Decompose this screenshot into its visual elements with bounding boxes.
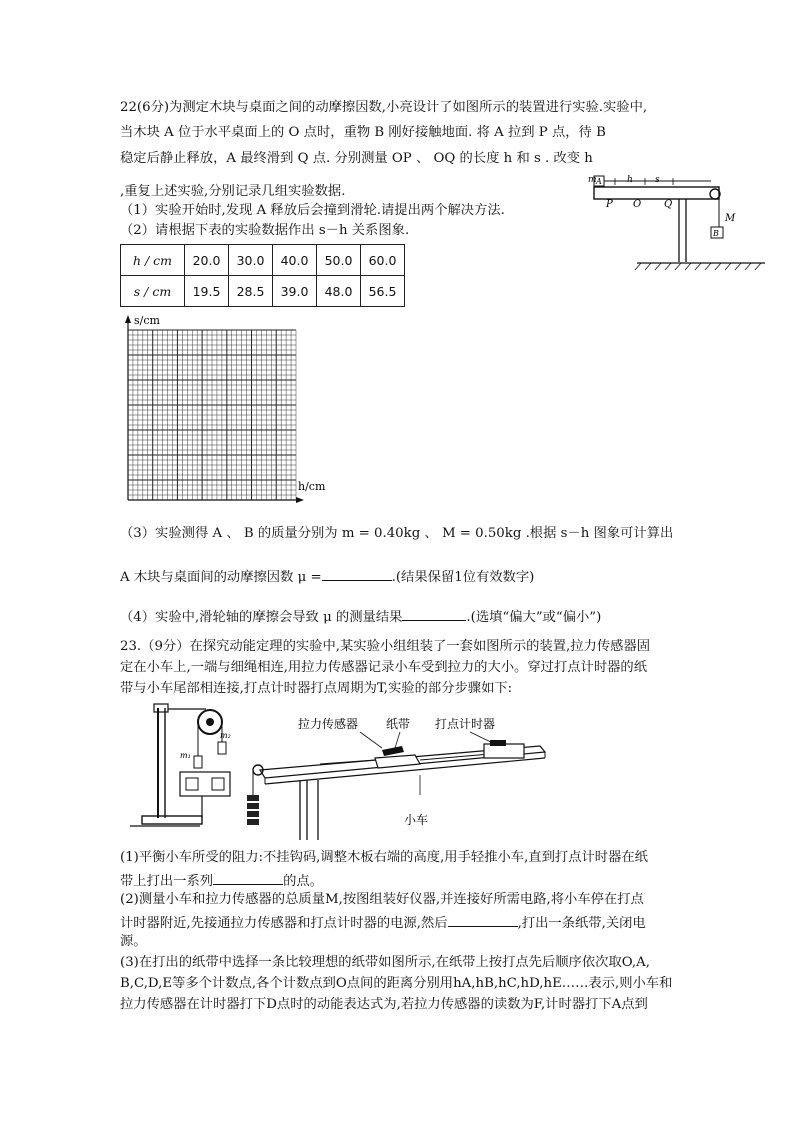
label-m: m (588, 175, 597, 185)
sub3b-prefix: A 木块与桌面间的动摩擦因数 μ = (120, 570, 322, 585)
table-cell: 50.0 (317, 245, 361, 276)
q23-s3a: (3)在打出的纸带中选择一条比较理想的纸带如图所示,在纸带上按打点先后顺序依次取O,A, (120, 955, 650, 970)
q22-line-3: 稳定后静止释放，A 最终滑到 Q 点. 分别测量 OP 、 OQ 的长度 h 和 s . 改变 h (120, 151, 593, 166)
q23-s3b: B,C,D,E等多个计数点,各个计数点到O点间的距离分别用hA,hB,hC,hD,hE……表示,则小车和 (120, 976, 673, 991)
s1b-suffix: 的点。 (283, 874, 323, 889)
label-h: h (627, 175, 633, 185)
s-h-graph (118, 312, 326, 508)
q22-sub1: （1）实验开始时,发现 A 释放后会撞到滑轮.请提出两个解决方法. (120, 203, 505, 218)
table-row-label: s / cm (121, 276, 185, 307)
table-cell: 28.5 (229, 276, 273, 307)
q23-s1b (120, 870, 323, 891)
label-timer: 打点计时器 (435, 717, 496, 731)
q23-s2c: 源。 (120, 934, 147, 949)
label-b: B (713, 229, 719, 238)
q22-line-4: ,重复上述实验,分别记录几组实验数据. (120, 184, 346, 199)
table-cell: 20.0 (185, 245, 229, 276)
cart-apparatus-figure (120, 700, 560, 850)
label-s: s (655, 175, 660, 185)
table-cell: 60.0 (361, 245, 405, 276)
label-a: A (596, 177, 602, 186)
table-cell: 48.0 (317, 276, 361, 307)
answer-blank-bias[interactable] (402, 606, 466, 621)
s2b-suffix: ,打出一条纸带,关闭电 (517, 916, 646, 931)
q23-line-3: 带与小车尾部相连接,打点计时器打点周期为T,实验的部分步骤如下: (120, 681, 513, 696)
label-m1: m₁ (180, 751, 191, 760)
table-cell: 39.0 (273, 276, 317, 307)
q23-line-1: 23.（9分）在探究动能定理的实验中,某实验小组组装了一套如图所示的装置,拉力传感器固 (120, 639, 651, 654)
q23-s3c: 拉力传感器在计时器打下D点时的动能表达式为,若拉力传感器的读数为F,计时器打下A点到 (120, 997, 648, 1012)
label-force-sensor: 拉力传感器 (298, 717, 359, 731)
answer-blank-release[interactable] (448, 912, 518, 927)
q22-sub4 (120, 606, 601, 627)
table-row (121, 276, 405, 307)
q23-line-2: 定在小车上,一端与细绳相连,用拉力传感器记录小车受到拉力的大小。穿过打点计时器的纸 (120, 660, 648, 675)
q22-line-2: 当木块 A 位于水平桌面上的 O 点时，重物 B 刚好接触地面. 将 A 拉到 P 点，待 B (120, 125, 606, 140)
table-cell: 56.5 (361, 276, 405, 307)
q22-line-1: 22(6分)为测定木块与桌面之间的动摩擦因数,小亮设计了如图所示的装置进行实验.实验中, (120, 100, 648, 115)
data-table (120, 244, 405, 307)
x-axis-label: h/cm (298, 480, 326, 493)
sub4-prefix: （4）实验中,滑轮轴的摩擦会导致 μ 的测量结果 (120, 610, 403, 625)
table-cell: 19.5 (185, 276, 229, 307)
q22-sub3b (120, 566, 534, 587)
sub3b-suffix: .(结果保留1位有效数字) (391, 570, 535, 585)
graph-grid (128, 330, 296, 500)
table-cell: 30.0 (229, 245, 273, 276)
label-cart: 小车 (404, 813, 429, 827)
table-cell: 40.0 (273, 245, 317, 276)
label-paper-tape: 纸带 (386, 717, 411, 731)
table-row-label: h / cm (121, 245, 185, 276)
q22-sub3a: （3）实验测得 A 、 B 的质量分别为 m = 0.40kg 、 M = 0.50kg .根据 s－h 图象可计算出 (120, 526, 674, 541)
q22-sub2: （2）请根据下表的实验数据作出 s－h 关系图象. (120, 223, 410, 238)
label-m2: m₂ (220, 731, 231, 740)
answer-blank-mu[interactable] (322, 566, 392, 581)
s2b-prefix: 计时器附近,先接通拉力传感器和打点计时器的电源,然后 (120, 916, 448, 931)
friction-apparatus-diagram (575, 170, 775, 282)
label-p: P (606, 199, 613, 210)
table-row (121, 245, 405, 276)
sub4-suffix: .(选填“偏大”或“偏小”) (466, 610, 602, 625)
label-q: Q (664, 199, 673, 210)
s1b-prefix: 带上打出一系列 (120, 874, 214, 889)
q23-s2a: (2)测量小车和拉力传感器的总质量M,按图组装好仪器,并连接好所需电路,将小车停在打点 (120, 892, 644, 907)
y-axis-label: s/cm (134, 314, 160, 327)
q23-s2b (120, 912, 646, 933)
q23-s1a: (1)平衡小车所受的阻力:不挂钩码,调整木板右端的高度,用手轻推小车,直到打点计时器在纸 (120, 850, 648, 865)
label-big-m: M (725, 213, 736, 224)
answer-blank-dots[interactable] (213, 870, 283, 885)
label-o: O (633, 199, 642, 210)
